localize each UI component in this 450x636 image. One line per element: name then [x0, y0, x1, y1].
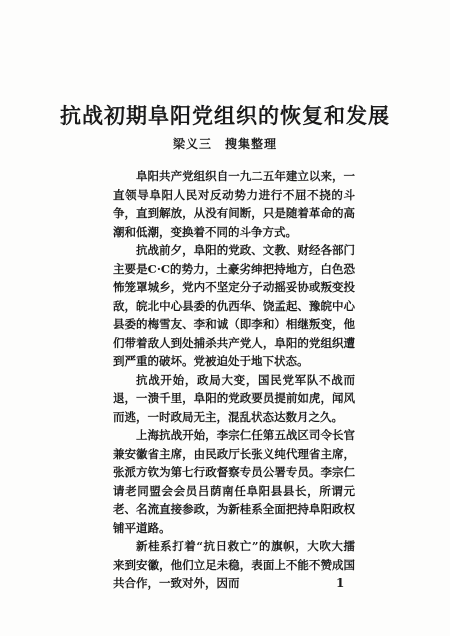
article-body	[113, 167, 355, 593]
paragraph: 抗战开始，政局大变，国民党军队不战而退，一溃千里，阜阳的党政要员提前如虎，闻风而逃，一时政局无主，混乱状态达数月之久。	[113, 372, 355, 424]
paragraph: 阜阳共产党组织自一九二五年建立以来，一直领导阜阳人民对反动势力进行不屈不挠的斗争，直到解放，从没有间断，只是随着革命的高潮和低潮，变换着不同的斗争方式。	[113, 169, 355, 239]
article-byline: 梁义三 搜集整理	[172, 137, 277, 151]
page-number: 1	[336, 576, 345, 590]
paragraph: 抗战前夕，阜阳的党政、文教、财经各部门主要是C·C的势力，土豪劣绅把持地方，白色恐怖笼罩城乡，党内不坚定分子动摇妥协或叛变投敌，皖北中心县委的仇西华、饶孟起、豫皖中心县委的梅雪友、李和诚（即李和）相继叛变，他们带着敌人到处捕杀共产党人，阜阳的党组织遭到严重的破坏。党被迫处于地下状态。	[113, 243, 355, 368]
article-title: 抗战初期阜阳党组织的恢复和发展	[60, 103, 390, 128]
paragraph: 新桂系打着“抗日救亡”的旗帜，大吹大擂来到安徽，他们立足未稳，表面上不能不赞成国共合作，一致对外，因而	[113, 539, 355, 590]
paragraph: 上海抗战开始，李宗仁任第五战区司令长官兼安徽省主席，由民政厅长张义纯代理省主席，张派方钦为第七行政督察专员公署专员。李宗仁请老同盟会会员吕荫南任阜阳县县长，所谓元老、名流直接参政，为新桂系全面把持阜阳政权铺平道路。	[113, 428, 355, 535]
